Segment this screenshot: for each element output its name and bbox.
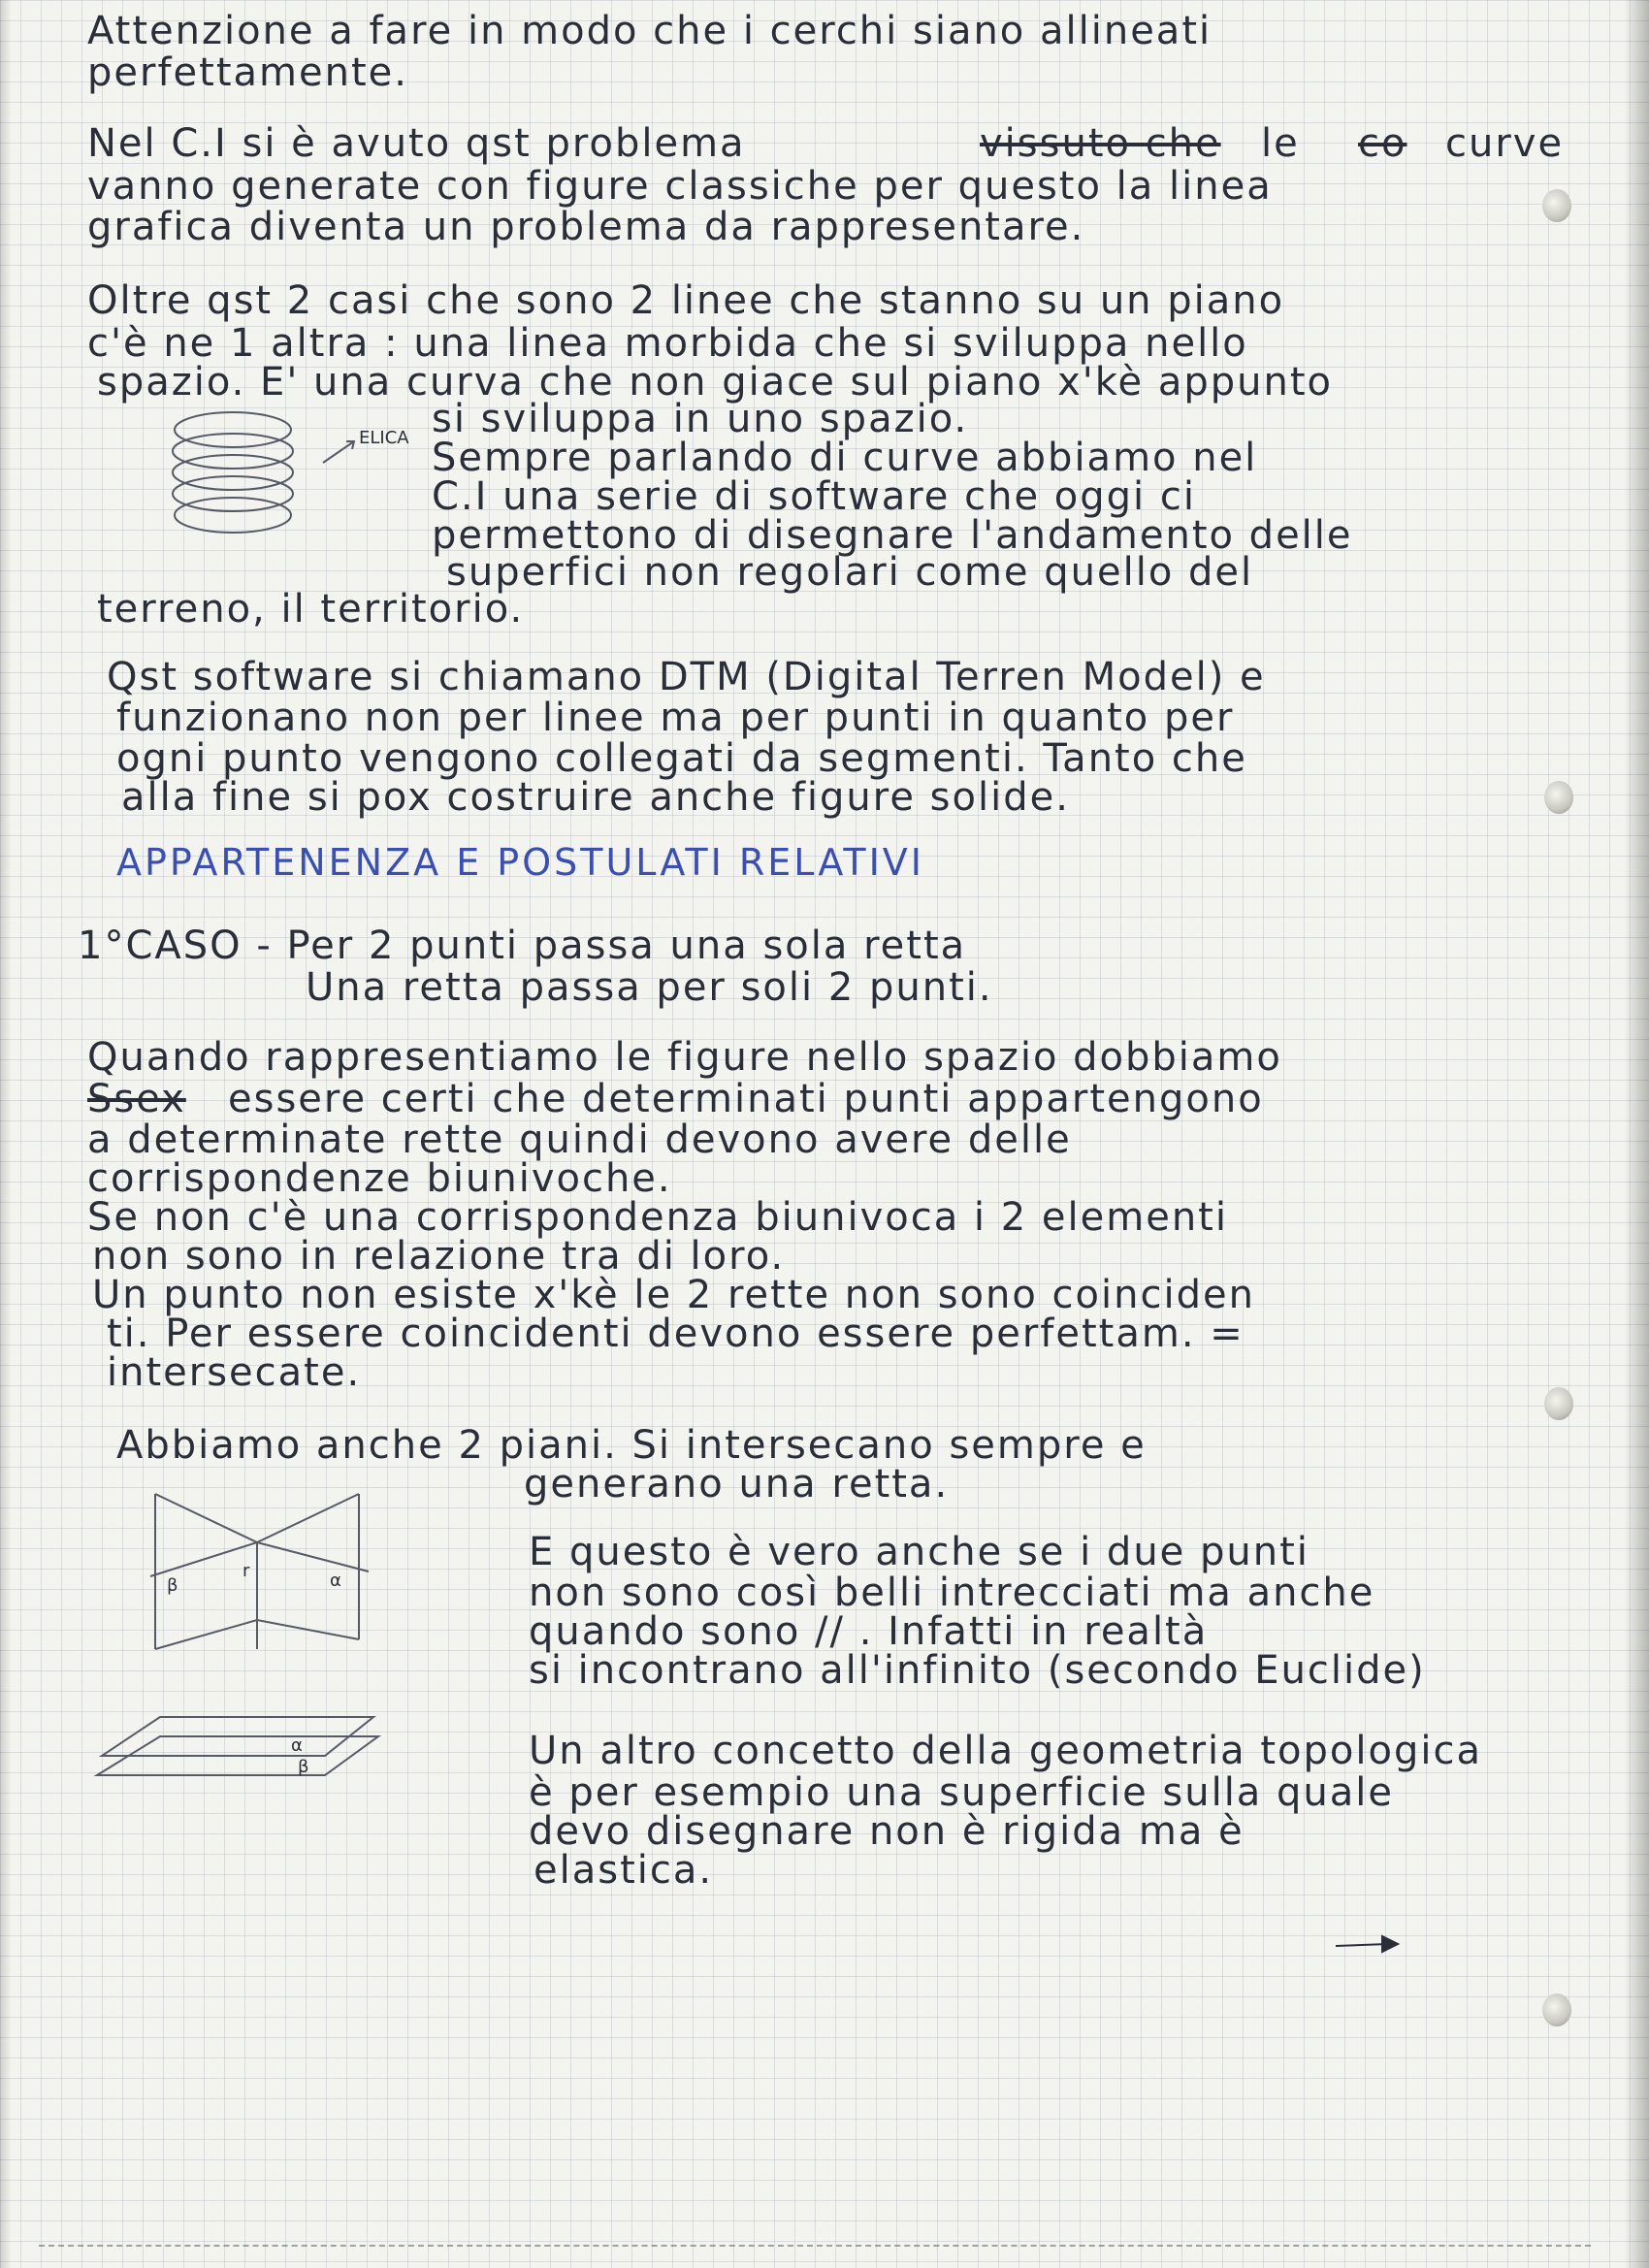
plane-beta-label: β — [167, 1575, 178, 1596]
text-line-36: Un altro concetto della geometria topologica — [529, 1729, 1482, 1773]
text-line-5: grafica diventa un problema da rappresentare. — [87, 205, 1085, 249]
text-line-31: generano una retta. — [524, 1462, 950, 1507]
text-line-8: spazio. E' una curva che non giace sul piano x'kè appunto — [97, 360, 1333, 405]
struck-text-3: Ssex — [87, 1077, 186, 1121]
text-line-14: terreno, il territorio. — [97, 587, 525, 632]
plane-beta-parallel-label: β — [298, 1757, 309, 1777]
text-line-9: si sviluppa in uno spazio. — [432, 397, 969, 441]
text-line-27: Un punto non esiste x'kè le 2 rette non sono coinciden — [92, 1273, 1255, 1317]
page-bottom-edge — [39, 2245, 1591, 2260]
intersecting-planes-figure — [146, 1484, 378, 1659]
text-line-1: Attenzione a fare in modo che i cerchi siano allineati — [87, 9, 1212, 53]
binder-hole-3 — [1544, 1387, 1573, 1420]
text-line-3: Nel C.I si è avuto qst problema — [87, 121, 746, 166]
text-line-37: è per esempio una superficie sulla quale — [529, 1770, 1395, 1815]
text-line-23: a determinate rette quindi devono avere delle — [87, 1118, 1072, 1162]
text-line-28: ti. Per essere coincidenti devono essere perfettam. = — [107, 1312, 1245, 1356]
continue-arrow-icon — [1334, 1930, 1402, 1960]
struck-text-1: vissuto che — [980, 121, 1221, 166]
text-line-34: quando sono // . Infatti in realtà — [529, 1609, 1209, 1654]
text-line-15: Qst software si chiamano DTM (Digital Terren Model) e — [107, 655, 1266, 699]
text-line-12: permettono di disegnare l'andamento delle — [432, 513, 1353, 558]
text-line-22: essere certi che determinati punti appartengono — [228, 1077, 1264, 1121]
page-right-shadow — [1624, 0, 1649, 2268]
binder-hole-2 — [1544, 781, 1573, 814]
parallel-planes-figure — [92, 1712, 393, 1790]
text-line-30: Abbiamo anche 2 piani. Si intersecano sempre e — [116, 1423, 1147, 1468]
text-line-33: non sono così belli intrecciati ma anche — [529, 1571, 1375, 1615]
text-line-26: non sono in relazione tra di loro. — [92, 1234, 786, 1279]
text-line-11: C.I una serie di software che oggi ci — [432, 474, 1196, 519]
text-line-38: devo disegnare non è rigida ma è — [529, 1809, 1245, 1854]
binder-hole-4 — [1542, 1993, 1571, 2026]
helix-figure — [160, 403, 422, 558]
plane-alpha-parallel-label: α — [291, 1735, 303, 1756]
text-line-17: ogni punto vengono collegati da segmenti. Tanto che — [116, 736, 1247, 781]
binder-hole-1 — [1542, 189, 1571, 222]
text-line-7: c'è ne 1 altra : una linea morbida che si sviluppa nello — [87, 321, 1248, 366]
line-r-label: r — [242, 1561, 250, 1581]
text-line-39: elastica. — [534, 1848, 714, 1893]
section-heading: APPARTENENZA E POSTULATI RELATIVI — [116, 841, 924, 884]
text-line-4: vanno generate con figure classiche per questo la linea — [87, 164, 1273, 209]
text-line-29: intersecate. — [107, 1350, 362, 1395]
text-line-32: E questo è vero anche se i due punti — [529, 1530, 1310, 1574]
text-line-2: perfettamente. — [87, 50, 408, 95]
struck-text-2: co — [1358, 121, 1407, 166]
text-line-20: Una retta passa per soli 2 punti. — [306, 965, 993, 1010]
text-line-6: Oltre qst 2 casi che sono 2 linee che stanno su un piano — [87, 278, 1285, 323]
text-line-25: Se non c'è una corrispondenza biunivoca i 2 elementi — [87, 1195, 1228, 1240]
text-line-19: 1°CASO - Per 2 punti passa una sola retta — [78, 923, 967, 968]
page-left-shadow — [0, 0, 12, 2268]
text-line-3b: le — [1261, 121, 1300, 166]
plane-alpha-label: α — [330, 1571, 341, 1591]
text-line-10: Sempre parlando di curve abbiamo nel — [432, 436, 1258, 480]
text-line-18: alla fine si pox costruire anche figure solide. — [121, 775, 1070, 820]
helix-label: ELICA — [359, 428, 409, 448]
text-line-13: superfici non regolari come quello del — [446, 550, 1254, 595]
text-line-3c: curve — [1445, 121, 1565, 166]
text-line-24: corrispondenze biunivoche. — [87, 1156, 672, 1201]
text-line-35: si incontrano all'infinito (secondo Euclide) — [529, 1648, 1426, 1693]
text-line-21: Quando rappresentiamo le figure nello spazio dobbiamo — [87, 1035, 1282, 1080]
text-line-16: funzionano non per linee ma per punti in quanto per — [116, 696, 1235, 740]
